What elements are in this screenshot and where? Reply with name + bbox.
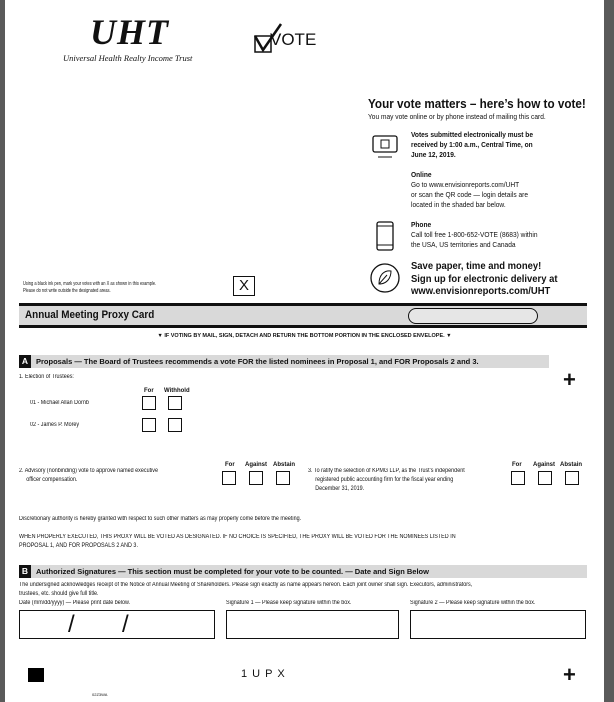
small-form-code: 02Z3WA bbox=[92, 692, 108, 697]
form-code: 1 U P X bbox=[241, 668, 286, 680]
vote-logo: VOTE bbox=[270, 30, 317, 49]
proposal-2-against-checkbox[interactable] bbox=[249, 471, 263, 485]
mail-instruction: ▼ IF VOTING BY MAIL, SIGN, DETACH AND RETURN THE BOTTOM PORTION IN THE ENCLOSED ENVELOPE. ▼ bbox=[157, 333, 452, 339]
signature-1-label: Signature 1 — Please keep signature within the box. bbox=[226, 600, 352, 606]
acknowledgement-text: The undersigned acknowledges receipt of the Notice of Annual Meeting of Shareholders. Please sign exactly as name appears hereon. Each joint owner shall sign. Executors, administrators, trustees, etc. should give full title. bbox=[19, 582, 473, 597]
nominee-1-withhold-checkbox[interactable] bbox=[168, 396, 182, 410]
leaf-icon bbox=[369, 262, 401, 299]
electronic-delivery-text: Save paper, time and money! Sign up for electronic delivery at www.envisionreports.com/UHT bbox=[411, 260, 558, 297]
col-for: For bbox=[512, 462, 522, 468]
control-number-pill bbox=[408, 308, 538, 324]
section-a-header: A Proposals — The Board of Trustees recommends a vote FOR the listed nominees in Proposal 1, and FOR Proposals 2 and 3. bbox=[19, 355, 549, 368]
col-against: Against bbox=[533, 462, 556, 468]
when-executed-text: WHEN PROPERLY EXECUTED, THIS PROXY WILL BE VOTED AS DESIGNATED. IF NO CHOICE IS SPECIFIED, THE PROXY WILL BE VOTED FOR THE NOMINEES LISTED IN PROPOSAL 1, AND FOR PROPOSALS 2 AND 3. bbox=[19, 534, 456, 549]
registration-mark: + bbox=[563, 662, 576, 687]
col-for: For bbox=[144, 388, 154, 394]
divider bbox=[19, 325, 587, 328]
deadline-text: Votes submitted electronically must be received by 1:00 a.m., Central Time, on June 12, 2019. bbox=[411, 130, 534, 159]
date-label: Date (mm/dd/yyyy) — Please print date below. bbox=[19, 600, 131, 606]
registration-mark: + bbox=[563, 367, 576, 392]
registration-square bbox=[28, 668, 44, 682]
nominee-1: 01 - Michael Allan Dornb bbox=[30, 400, 89, 406]
col-abstain: Abstain bbox=[273, 462, 296, 468]
nominee-2: 02 - James P. Morey bbox=[30, 422, 80, 428]
proposal-1-label: 1. Election of Trustees: bbox=[19, 374, 74, 380]
proposal-3-abstain-checkbox[interactable] bbox=[565, 471, 579, 485]
date-separator: / bbox=[68, 611, 75, 638]
card-title: Annual Meeting Proxy Card bbox=[25, 309, 155, 321]
discretionary-text: Discretionary authority is hereby granted with respect to such other matters as may properly come before the meeting. bbox=[19, 516, 302, 522]
uht-logo-subtitle: Universal Health Realty Income Trust bbox=[63, 53, 193, 63]
proposal-2-abstain-checkbox[interactable] bbox=[276, 471, 290, 485]
proposal-2-for-checkbox[interactable] bbox=[222, 471, 236, 485]
signature-2-input[interactable] bbox=[410, 610, 586, 639]
phone-icon bbox=[375, 220, 395, 257]
col-against: Against bbox=[245, 462, 268, 468]
proxy-card-page bbox=[5, 0, 604, 702]
date-separator: / bbox=[122, 611, 129, 638]
nominee-2-withhold-checkbox[interactable] bbox=[168, 418, 182, 432]
col-withhold: Withhold bbox=[164, 388, 190, 394]
uht-logo: UHT bbox=[90, 12, 169, 52]
col-abstain: Abstain bbox=[560, 462, 583, 468]
example-x-box: X bbox=[233, 276, 255, 296]
computer-icon bbox=[371, 134, 399, 165]
proposal-3-for-checkbox[interactable] bbox=[511, 471, 525, 485]
phone-text: Phone Call toll free 1-800-652-VOTE (8683) within the USA, US territories and Canada bbox=[411, 220, 538, 249]
online-text: Online Go to www.envisionreports.com/UHT or scan the QR code — login details are located in the shaded bar below. bbox=[411, 170, 529, 209]
nominee-2-for-checkbox[interactable] bbox=[142, 418, 156, 432]
proposal-3-against-checkbox[interactable] bbox=[538, 471, 552, 485]
signature-1-input[interactable] bbox=[226, 610, 399, 639]
section-b-header: B Authorized Signatures — This section must be completed for your vote to be counted. — Date and Sign Below bbox=[19, 565, 587, 578]
nominee-1-for-checkbox[interactable] bbox=[142, 396, 156, 410]
proposal-3-label: 3. To ratify the selection of KPMG LLP, as the Trust’s independent registered public accounting firm for the fiscal year ending December 31, 2019. bbox=[308, 468, 465, 492]
col-for: For bbox=[225, 462, 235, 468]
proposal-2-label: 2. Advisory (nonbinding) vote to approve named executive officer compensation. bbox=[19, 468, 158, 483]
signature-2-label: Signature 2 — Please keep signature within the box. bbox=[410, 600, 536, 606]
howto-subtitle: You may vote online or by phone instead of mailing this card. bbox=[368, 112, 546, 121]
howto-title: Your vote matters – here’s how to vote! bbox=[368, 96, 586, 111]
date-input[interactable] bbox=[19, 610, 215, 639]
ink-instructions: Using a black ink pen, mark your votes with an X as shown in this example. Please do not write outside the designated areas. bbox=[23, 281, 157, 294]
